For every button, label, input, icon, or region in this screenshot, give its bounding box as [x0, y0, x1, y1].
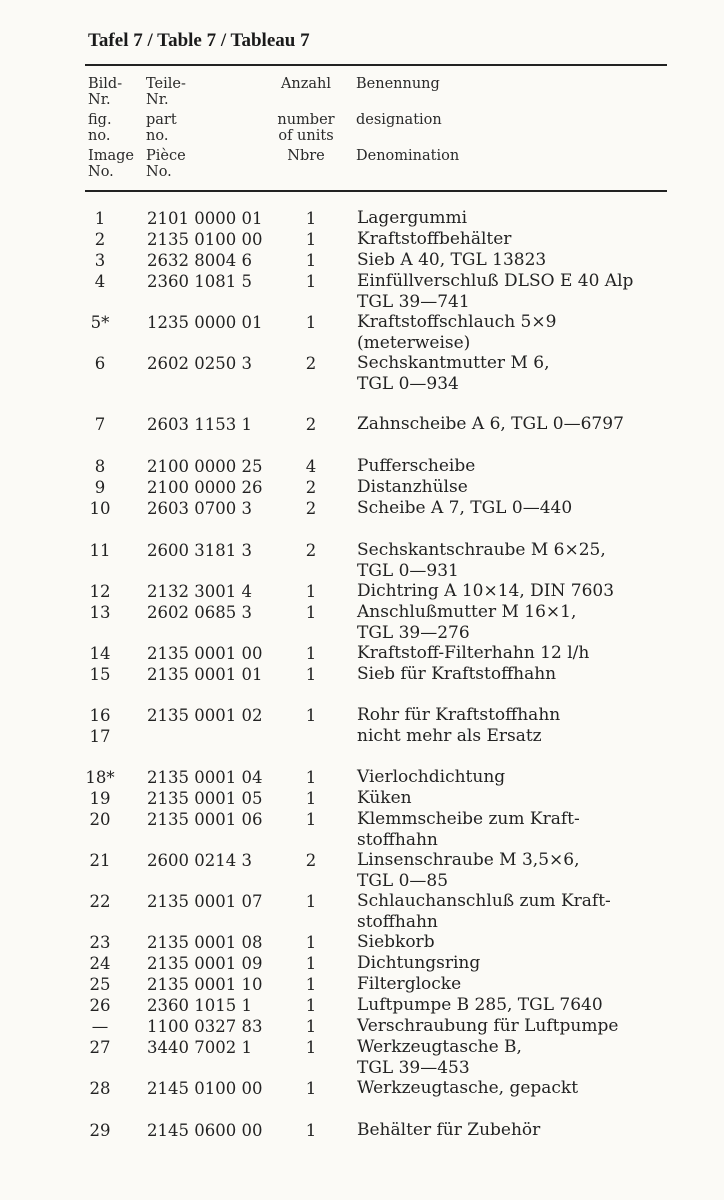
quantity: 2 [305, 499, 317, 518]
quantity: 1 [305, 1079, 317, 1098]
fig-no: 29 [89, 1121, 111, 1140]
designation-line: Sechskantschraube M 6×25, [357, 540, 606, 560]
designation-line: Pufferscheibe [357, 456, 476, 476]
designation-line: nicht mehr als Ersatz [357, 726, 542, 746]
part-no: 2135 0001 09 [147, 954, 263, 973]
designation-line: Dichtungsring [357, 953, 481, 973]
designation [357, 850, 677, 892]
fig-no: 20 [89, 810, 111, 829]
fig-no: 26 [89, 996, 111, 1015]
header-units-de: Anzahl [280, 76, 332, 92]
designation-line: Kraftstoff-Filterhahn 12 l/h [357, 643, 590, 663]
designation [357, 581, 677, 602]
fig-no: 5* [90, 313, 110, 332]
quantity: 1 [305, 810, 317, 829]
header-fig-de-2: Nr. [88, 92, 111, 108]
designation-line: Lagergummi [357, 208, 468, 228]
header-part-en: part [146, 112, 177, 128]
fig-no: 24 [89, 954, 111, 973]
designation [357, 995, 677, 1016]
designation [357, 540, 677, 582]
designation-line: Schlauchanschluß zum Kraft- [357, 891, 611, 911]
designation [357, 664, 677, 685]
fig-no: 8 [94, 457, 106, 476]
quantity: 1 [305, 933, 317, 952]
quantity: 2 [305, 478, 317, 497]
designation [357, 1016, 677, 1037]
part-no: 2101 0000 01 [147, 209, 263, 228]
quantity: 2 [305, 354, 317, 373]
part-no: 2132 3001 4 [147, 582, 252, 601]
designation [357, 250, 677, 271]
designation-line: Rohr für Kraftstoffhahn [357, 705, 561, 725]
header-units-en-2: of units [278, 128, 334, 144]
header-fig-en: fig. [88, 112, 112, 128]
designation-line: Sieb A 40, TGL 13823 [357, 250, 547, 270]
quantity: 2 [305, 541, 317, 560]
designation [357, 809, 677, 851]
header-rule [85, 190, 667, 192]
quantity: 1 [305, 582, 317, 601]
designation [357, 932, 677, 953]
part-no: 2602 0685 3 [147, 603, 252, 622]
designation [357, 602, 677, 644]
header-part-en-2: no. [146, 128, 169, 144]
header-name-blank-2 [356, 128, 459, 144]
header-part-fr: Pièce [146, 148, 186, 164]
designation-line: Dichtring A 10×14, DIN 7603 [357, 581, 615, 601]
header-name-fr: Denomination [356, 148, 460, 164]
fig-no: 6 [94, 354, 106, 373]
quantity: 1 [305, 644, 317, 663]
header-fig-en-2: no. [88, 128, 111, 144]
designation [357, 726, 677, 747]
designation [357, 705, 677, 726]
quantity: 1 [305, 603, 317, 622]
part-no: 2135 0001 10 [147, 975, 263, 994]
fig-no: 22 [89, 892, 111, 911]
designation-line: Werkzeugtasche B, [357, 1037, 522, 1057]
fig-no: 16 [89, 706, 111, 725]
header-name-blank [356, 92, 459, 108]
fig-no: 11 [89, 541, 111, 560]
designation [357, 456, 677, 477]
designation-line: Einfüllverschluß DLSO E 40 Alp [357, 271, 634, 291]
designation [357, 953, 677, 974]
quantity: 2 [305, 415, 317, 434]
header-part-de-2: Nr. [146, 92, 169, 108]
part-no: 2135 0001 06 [147, 810, 263, 829]
fig-no: 17 [89, 727, 111, 746]
designation-line: Luftpumpe B 285, TGL 7640 [357, 995, 603, 1015]
designation-line: TGL 0—934 [357, 374, 459, 394]
quantity: 1 [305, 975, 317, 994]
designation-line: TGL 0—85 [357, 871, 449, 891]
fig-no: 9 [94, 478, 106, 497]
designation-line: Klemmscheibe zum Kraft- [357, 809, 580, 829]
quantity: 1 [305, 1038, 317, 1057]
fig-no: 3 [94, 251, 106, 270]
part-no: 2135 0001 02 [147, 706, 263, 725]
quantity: 2 [305, 851, 317, 870]
designation-line: Behälter für Zubehör [357, 1120, 541, 1140]
header-units-blank [270, 92, 342, 108]
header-part-fr-2: No. [146, 164, 172, 180]
header-fig-fr-2: No. [88, 164, 114, 180]
designation [357, 891, 677, 933]
quantity: 1 [305, 789, 317, 808]
fig-no: 12 [89, 582, 111, 601]
quantity: 1 [305, 768, 317, 787]
designation-line: Anschlußmutter M 16×1, [357, 602, 577, 622]
designation-line: Werkzeugtasche, gepackt [357, 1078, 579, 1098]
part-no: 3440 7002 1 [147, 1038, 252, 1057]
part-no: 2360 1015 1 [147, 996, 252, 1015]
fig-no: 28 [89, 1079, 111, 1098]
quantity: 1 [305, 996, 317, 1015]
part-no: 2600 0214 3 [147, 851, 252, 870]
designation [357, 767, 677, 788]
quantity: 1 [305, 209, 317, 228]
part-no: 1235 0000 01 [147, 313, 263, 332]
designation [357, 788, 677, 809]
quantity: 1 [305, 230, 317, 249]
quantity: 1 [305, 954, 317, 973]
quantity: 1 [305, 665, 317, 684]
part-no: 2135 0001 05 [147, 789, 263, 808]
designation [357, 229, 677, 250]
designation-line: Distanzhülse [357, 477, 468, 497]
fig-no: 15 [89, 665, 111, 684]
header-units-fr: Nbre [287, 148, 325, 164]
header-name-en: designation [356, 112, 442, 128]
page-title: Tafel 7 / Table 7 / Tableau 7 [88, 30, 310, 51]
designation-line: Verschraubung für Luftpumpe [357, 1016, 619, 1036]
part-no: 2135 0001 08 [147, 933, 263, 952]
part-no: 1100 0327 83 [147, 1017, 263, 1036]
designation-line: Scheibe A 7, TGL 0—440 [357, 498, 573, 518]
header-part-no [146, 76, 186, 180]
part-no: 2360 1081 5 [147, 272, 252, 291]
part-no: 2602 0250 3 [147, 354, 252, 373]
fig-no: 7 [94, 415, 106, 434]
designation-line: Küken [357, 788, 412, 808]
designation-line: Kraftstoffbehälter [357, 229, 512, 249]
fig-no: 21 [89, 851, 111, 870]
designation-line: Sechskantmutter M 6, [357, 353, 550, 373]
header-name-de: Benennung [356, 76, 440, 92]
designation [357, 643, 677, 664]
fig-no: — [91, 1017, 109, 1036]
designation-line: TGL 39—276 [357, 623, 470, 643]
header-fig-fr: Image [88, 148, 134, 164]
designation-line: Sieb für Kraftstoffhahn [357, 664, 557, 684]
part-no: 2135 0001 07 [147, 892, 263, 911]
part-no: 2135 0100 00 [147, 230, 263, 249]
designation-line: (meterweise) [357, 333, 471, 353]
designation [357, 312, 677, 354]
fig-no: 14 [89, 644, 111, 663]
designation [357, 271, 677, 313]
top-rule [85, 64, 667, 66]
header-designation [356, 76, 459, 164]
part-no: 2100 0000 25 [147, 457, 263, 476]
designation [357, 974, 677, 995]
designation [357, 477, 677, 498]
fig-no: 18* [85, 768, 115, 787]
quantity: 1 [305, 892, 317, 911]
quantity: 1 [305, 313, 317, 332]
part-no: 2600 3181 3 [147, 541, 252, 560]
designation-line: Kraftstoffschlauch 5×9 [357, 312, 557, 332]
fig-no: 10 [89, 499, 111, 518]
part-no: 2100 0000 26 [147, 478, 263, 497]
quantity: 1 [305, 1121, 317, 1140]
fig-no: 19 [89, 789, 111, 808]
designation-line: Filterglocke [357, 974, 462, 994]
fig-no: 23 [89, 933, 111, 952]
header-units [270, 76, 342, 164]
part-no: 2135 0001 00 [147, 644, 263, 663]
designation-line: Vierlochdichtung [357, 767, 506, 787]
designation-line: TGL 0—931 [357, 561, 459, 581]
part-no: 2145 0600 00 [147, 1121, 263, 1140]
part-no: 2632 8004 6 [147, 251, 252, 270]
header-fig-de: Bild- [88, 76, 123, 92]
fig-no: 27 [89, 1038, 111, 1057]
designation [357, 208, 677, 229]
header-part-de: Teile- [146, 76, 186, 92]
designation [357, 353, 677, 395]
designation [357, 414, 677, 435]
fig-no: 2 [94, 230, 106, 249]
quantity: 1 [305, 1017, 317, 1036]
designation-line: Siebkorb [357, 932, 435, 952]
designation-line: stoffhahn [357, 830, 438, 850]
part-no: 2603 1153 1 [147, 415, 252, 434]
quantity: 1 [305, 272, 317, 291]
designation-line: TGL 39—741 [357, 292, 470, 312]
designation [357, 1120, 677, 1141]
quantity: 4 [305, 457, 317, 476]
designation [357, 1078, 677, 1099]
header-units-en: number [277, 112, 335, 128]
designation-line: Linsenschraube M 3,5×6, [357, 850, 580, 870]
quantity: 1 [305, 706, 317, 725]
designation-line: TGL 39—453 [357, 1058, 470, 1078]
part-no: 2603 0700 3 [147, 499, 252, 518]
part-no: 2135 0001 01 [147, 665, 263, 684]
fig-no: 13 [89, 603, 111, 622]
part-no: 2135 0001 04 [147, 768, 263, 787]
designation-line: Zahnscheibe A 6, TGL 0—6797 [357, 414, 624, 434]
quantity: 1 [305, 251, 317, 270]
fig-no: 25 [89, 975, 111, 994]
part-no: 2145 0100 00 [147, 1079, 263, 1098]
designation-line: stoffhahn [357, 912, 438, 932]
designation [357, 498, 677, 519]
header-fig-no [88, 76, 134, 180]
fig-no: 4 [94, 272, 106, 291]
fig-no: 1 [94, 209, 106, 228]
designation [357, 1037, 677, 1079]
